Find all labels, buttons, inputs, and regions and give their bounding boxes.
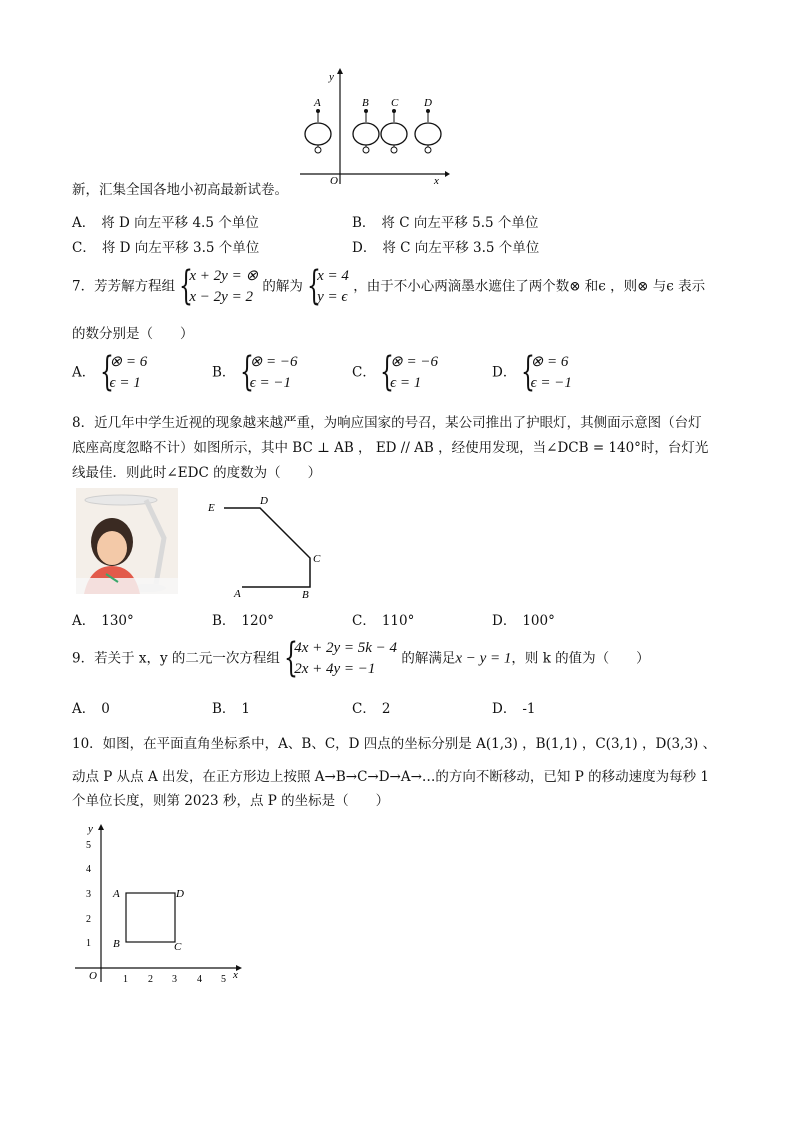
x-tick-label: 2 xyxy=(148,974,153,985)
equation: x − 2y = 2 xyxy=(189,289,253,305)
y-tick-label: 1 xyxy=(86,938,91,949)
lantern-label-b: B xyxy=(362,97,369,109)
lantern-coordinate-figure xyxy=(290,66,450,191)
y-tick-label: 2 xyxy=(86,914,91,925)
option-label: B． xyxy=(212,701,236,717)
option-system: { ⊗ = −6 ϵ = 1 xyxy=(380,349,438,395)
q9-option-a[interactable] xyxy=(72,697,110,717)
q6-option-b[interactable] xyxy=(352,211,538,231)
y-tick-label: 3 xyxy=(86,889,91,900)
equation: ⊗ = 6 xyxy=(109,354,148,370)
q7-text2: 的解为 xyxy=(262,278,303,295)
q8-line2: 底座高度忽略不计）如图所示，其中 BC ⊥ AB ， ED // AB ，经使用发现，当∠DCB = 140°时，台灯光 xyxy=(72,440,709,456)
q8-option-a[interactable] xyxy=(72,609,134,629)
q10-line3: 个单位长度，则第 2023 秒，点 P 的坐标是（ ） xyxy=(72,793,390,809)
option-label: D． xyxy=(492,701,517,717)
q8-line3: 线最佳．则此时∠EDC 的度数为（ ） xyxy=(72,465,322,481)
q9-option-c[interactable] xyxy=(352,697,390,717)
lamp-schematic xyxy=(200,492,330,600)
origin-label: O xyxy=(89,970,97,982)
lantern-label-c: C xyxy=(391,97,399,109)
x-axis-label: x xyxy=(434,175,439,187)
q9-option-b[interactable] xyxy=(212,697,250,717)
q7-option-c[interactable] xyxy=(352,349,438,395)
y-tick-label: 4 xyxy=(86,864,91,875)
q10-coordinate-figure xyxy=(70,822,250,987)
y-tick-label: 5 xyxy=(86,840,91,851)
option-label: D． xyxy=(492,613,517,629)
q8-option-b[interactable] xyxy=(212,609,274,629)
q9-condition: x − y = 1 xyxy=(455,650,512,667)
q6-option-a[interactable] xyxy=(72,211,259,231)
equation: ⊗ = −6 xyxy=(390,354,438,370)
q9-stem xyxy=(72,635,650,681)
point-c-label: C xyxy=(174,941,182,953)
option-text: 100° xyxy=(522,613,555,629)
q9-system: { 4x + 2y = 5k − 4 2x + 4y = −1 xyxy=(284,635,398,681)
q8-option-d[interactable] xyxy=(492,609,555,629)
q9-text2: 的解满足 xyxy=(401,650,456,667)
lantern-label-a: A xyxy=(314,97,321,109)
option-label: A． xyxy=(72,613,96,629)
q7-option-d[interactable] xyxy=(492,349,572,395)
y-axis-label: y xyxy=(88,823,93,835)
x-tick-label: 3 xyxy=(172,974,177,985)
option-label: C． xyxy=(352,613,376,629)
option-text: 0 xyxy=(101,701,110,717)
q6-stem-tail: 新，汇集全国各地小初高最新试卷。 xyxy=(72,182,288,198)
option-label: A． xyxy=(72,701,96,717)
point-c-label: C xyxy=(313,553,321,565)
equation: ϵ = −1 xyxy=(249,375,292,391)
q7-text4: 的数分别是（ ） xyxy=(72,326,194,342)
lantern-c xyxy=(381,97,407,153)
equation: ϵ = 1 xyxy=(390,375,422,391)
option-label: D． xyxy=(352,240,377,256)
lantern-label-d: D xyxy=(424,97,432,109)
option-system: { ⊗ = −6 ϵ = −1 xyxy=(239,349,298,395)
equation: 2x + 4y = −1 xyxy=(294,661,376,677)
point-a-label: A xyxy=(234,588,241,600)
equation: y = ϵ xyxy=(317,289,348,305)
option-text: 1 xyxy=(241,701,251,717)
x-tick-label: 1 xyxy=(123,974,128,985)
point-d-label: D xyxy=(260,495,268,507)
q8-option-c[interactable] xyxy=(352,609,414,629)
q9-text3: ，则 k 的值为（ ） xyxy=(511,650,650,667)
option-label: C． xyxy=(72,240,96,256)
lantern-b xyxy=(353,97,379,153)
q7-stem xyxy=(72,263,706,309)
q7-option-b[interactable] xyxy=(212,349,298,395)
q10-line1: 10．如图，在平面直角坐标系中，A、B、C，D 四点的坐标分别是 A(1,3) ，B(1,1) ，C(3,1) ，D(3,3) 、 xyxy=(72,736,717,752)
option-text: 120° xyxy=(241,613,274,629)
point-a-label: A xyxy=(113,888,120,900)
x-tick-label: 5 xyxy=(221,974,226,985)
desk-lamp-photo xyxy=(76,488,178,594)
option-text: 130° xyxy=(101,613,134,629)
q8-line1: 8．近几年中学生近视的现象越来越严重，为响应国家的号召，某公司推出了护眼灯，其侧面示意图（台灯 xyxy=(72,415,702,431)
equation: ϵ = −1 xyxy=(530,375,572,391)
equation: ⊗ = 6 xyxy=(530,354,569,370)
option-text: 将 C 向左平移 5.5 个单位 xyxy=(381,215,539,231)
x-axis-label: x xyxy=(233,969,238,981)
equation: x + 2y = ⊗ xyxy=(189,268,259,284)
point-b-label: B xyxy=(302,589,309,600)
equation: ⊗ = −6 xyxy=(249,354,298,370)
q9-option-d[interactable] xyxy=(492,697,535,717)
option-text: 2 xyxy=(381,701,391,717)
q10-line2: 动点 P 从点 A 出发，在正方形边上按照 A→B→C→D→A→…的方向不断移动，已知 P 的移动速度为每秒 1 xyxy=(72,769,709,785)
option-text: 将 D 向左平移 3.5 个单位 xyxy=(101,240,260,256)
q6-option-c[interactable] xyxy=(72,236,259,256)
option-label: B． xyxy=(352,215,376,231)
equation: ϵ = 1 xyxy=(109,375,141,391)
lantern-a xyxy=(305,97,331,153)
option-label: B． xyxy=(212,613,236,629)
y-axis-label: y xyxy=(329,71,334,83)
point-b-label: B xyxy=(113,938,120,950)
option-system: { ⊗ = 6 ϵ = −1 xyxy=(520,349,572,395)
lantern-d xyxy=(415,97,441,153)
point-d-label: D xyxy=(176,888,184,900)
x-tick-label: 4 xyxy=(197,974,202,985)
option-label: C． xyxy=(352,364,376,381)
equation: 4x + 2y = 5k − 4 xyxy=(294,640,398,656)
q7-system: { x + 2y = ⊗ x − 2y = 2 xyxy=(179,263,259,309)
option-label: C． xyxy=(352,701,376,717)
q7-number: 7． xyxy=(72,278,95,295)
option-text: 110° xyxy=(381,613,415,629)
q7-option-a[interactable] xyxy=(72,349,148,395)
option-text: 将 D 向左平移 4.5 个单位 xyxy=(101,215,259,231)
q9-text1: 9．若关于 x，y 的二元一次方程组 xyxy=(72,650,280,667)
point-e-label: E xyxy=(208,502,215,514)
option-label: A． xyxy=(72,215,96,231)
option-system: { ⊗ = 6 ϵ = 1 xyxy=(99,349,148,395)
option-text: -1 xyxy=(522,701,536,717)
origin-label: O xyxy=(330,175,338,187)
option-label: B． xyxy=(212,364,236,381)
option-text: 将 C 向左平移 3.5 个单位 xyxy=(382,240,540,256)
option-label: A． xyxy=(72,364,96,381)
q7-text3: ，由于不小心两滴墨水遮住了两个数⊗ 和ϵ ，则⊗ 与ϵ 表示 xyxy=(353,278,706,295)
equation: x = 4 xyxy=(317,268,349,284)
q6-option-d[interactable] xyxy=(352,236,539,256)
square-abcd xyxy=(126,893,175,942)
q7-text1: 芳芳解方程组 xyxy=(94,278,176,295)
option-label: D． xyxy=(492,364,517,381)
q7-solution: { x = 4 y = ϵ xyxy=(307,263,349,309)
